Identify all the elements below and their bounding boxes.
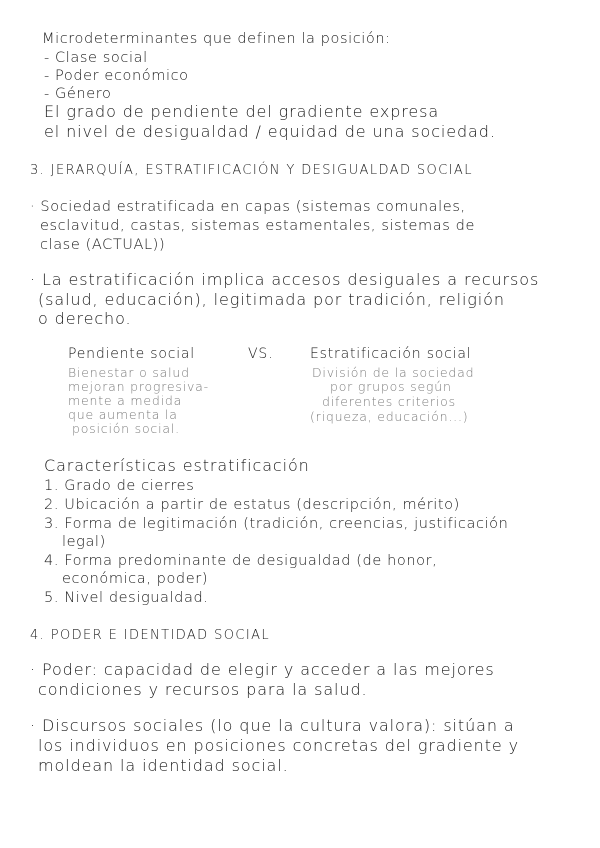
bullet-line: (salud, educación), legitimada por tradición, religión xyxy=(38,290,505,309)
list-item: legal) xyxy=(62,534,106,550)
compare-left-title: Pendiente social xyxy=(68,346,195,362)
list-item: - Clase social xyxy=(44,50,148,66)
list-item: 2. Ubicación a partir de estatus (descripción, mérito) xyxy=(44,497,460,513)
list-item: - Poder económico xyxy=(44,68,189,84)
compare-right-line: División de la sociedad xyxy=(312,365,475,380)
bullet-line: · Sociedad estratificada en capas (sistemas comunales, xyxy=(30,199,466,215)
compare-left-line: mente a medida xyxy=(68,393,183,408)
compare-right-line: (riqueza, educación...) xyxy=(310,409,469,424)
paragraph-line: El grado de pendiente del gradiente expresa xyxy=(44,102,440,121)
compare-left-line: que aumenta la xyxy=(68,407,178,422)
compare-left-line: posición social. xyxy=(72,421,180,436)
list-item: 1. Grado de cierres xyxy=(44,478,195,494)
compare-vs: VS. xyxy=(248,346,274,362)
features-title: Características estratificación xyxy=(44,456,310,475)
list-item: 4. Forma predominante de desigualdad (de honor, xyxy=(44,553,438,569)
list-item: - Género xyxy=(44,86,112,102)
list-item: 3. Forma de legitimación (tradición, creencias, justificación xyxy=(44,516,509,532)
compare-right-line: diferentes criterios xyxy=(322,394,456,409)
bullet-line: o derecho. xyxy=(38,309,132,328)
intro-title: Microdeterminantes que definen la posición: xyxy=(42,31,391,47)
bullet-line: clase (ACTUAL)) xyxy=(40,237,166,253)
bullet-line: moldean la identidad social. xyxy=(38,756,289,775)
compare-right-line: por grupos según xyxy=(330,379,452,394)
list-item: económica, poder) xyxy=(62,571,209,587)
section-heading: 3. JERARQUÍA, ESTRATIFICACIÓN Y DESIGUALDAD SOCIAL xyxy=(30,163,473,178)
paragraph-line: el nivel de desigualdad / equidad de una sociedad. xyxy=(44,122,496,141)
compare-left-line: Bienestar o salud xyxy=(68,365,190,380)
compare-left-line: mejoran progresiva- xyxy=(68,379,209,394)
bullet-line: · La estratificación implica accesos desiguales a recursos xyxy=(30,270,540,289)
bullet-line: · Discursos sociales (lo que la cultura valora): sitúan a xyxy=(30,716,515,735)
list-item: 5. Nivel desigualdad. xyxy=(44,590,209,606)
bullet-line: esclavitud, castas, sistemas estamentales, sistemas de xyxy=(40,218,475,234)
bullet-line: condiciones y recursos para la salud. xyxy=(38,680,368,699)
bullet-line: · Poder: capacidad de elegir y acceder a las mejores xyxy=(30,660,495,679)
section-heading: 4. PODER E IDENTIDAD SOCIAL xyxy=(30,628,271,643)
compare-right-title: Estratificación social xyxy=(310,346,472,362)
bullet-line: los individuos en posiciones concretas del gradiente y xyxy=(38,736,519,755)
